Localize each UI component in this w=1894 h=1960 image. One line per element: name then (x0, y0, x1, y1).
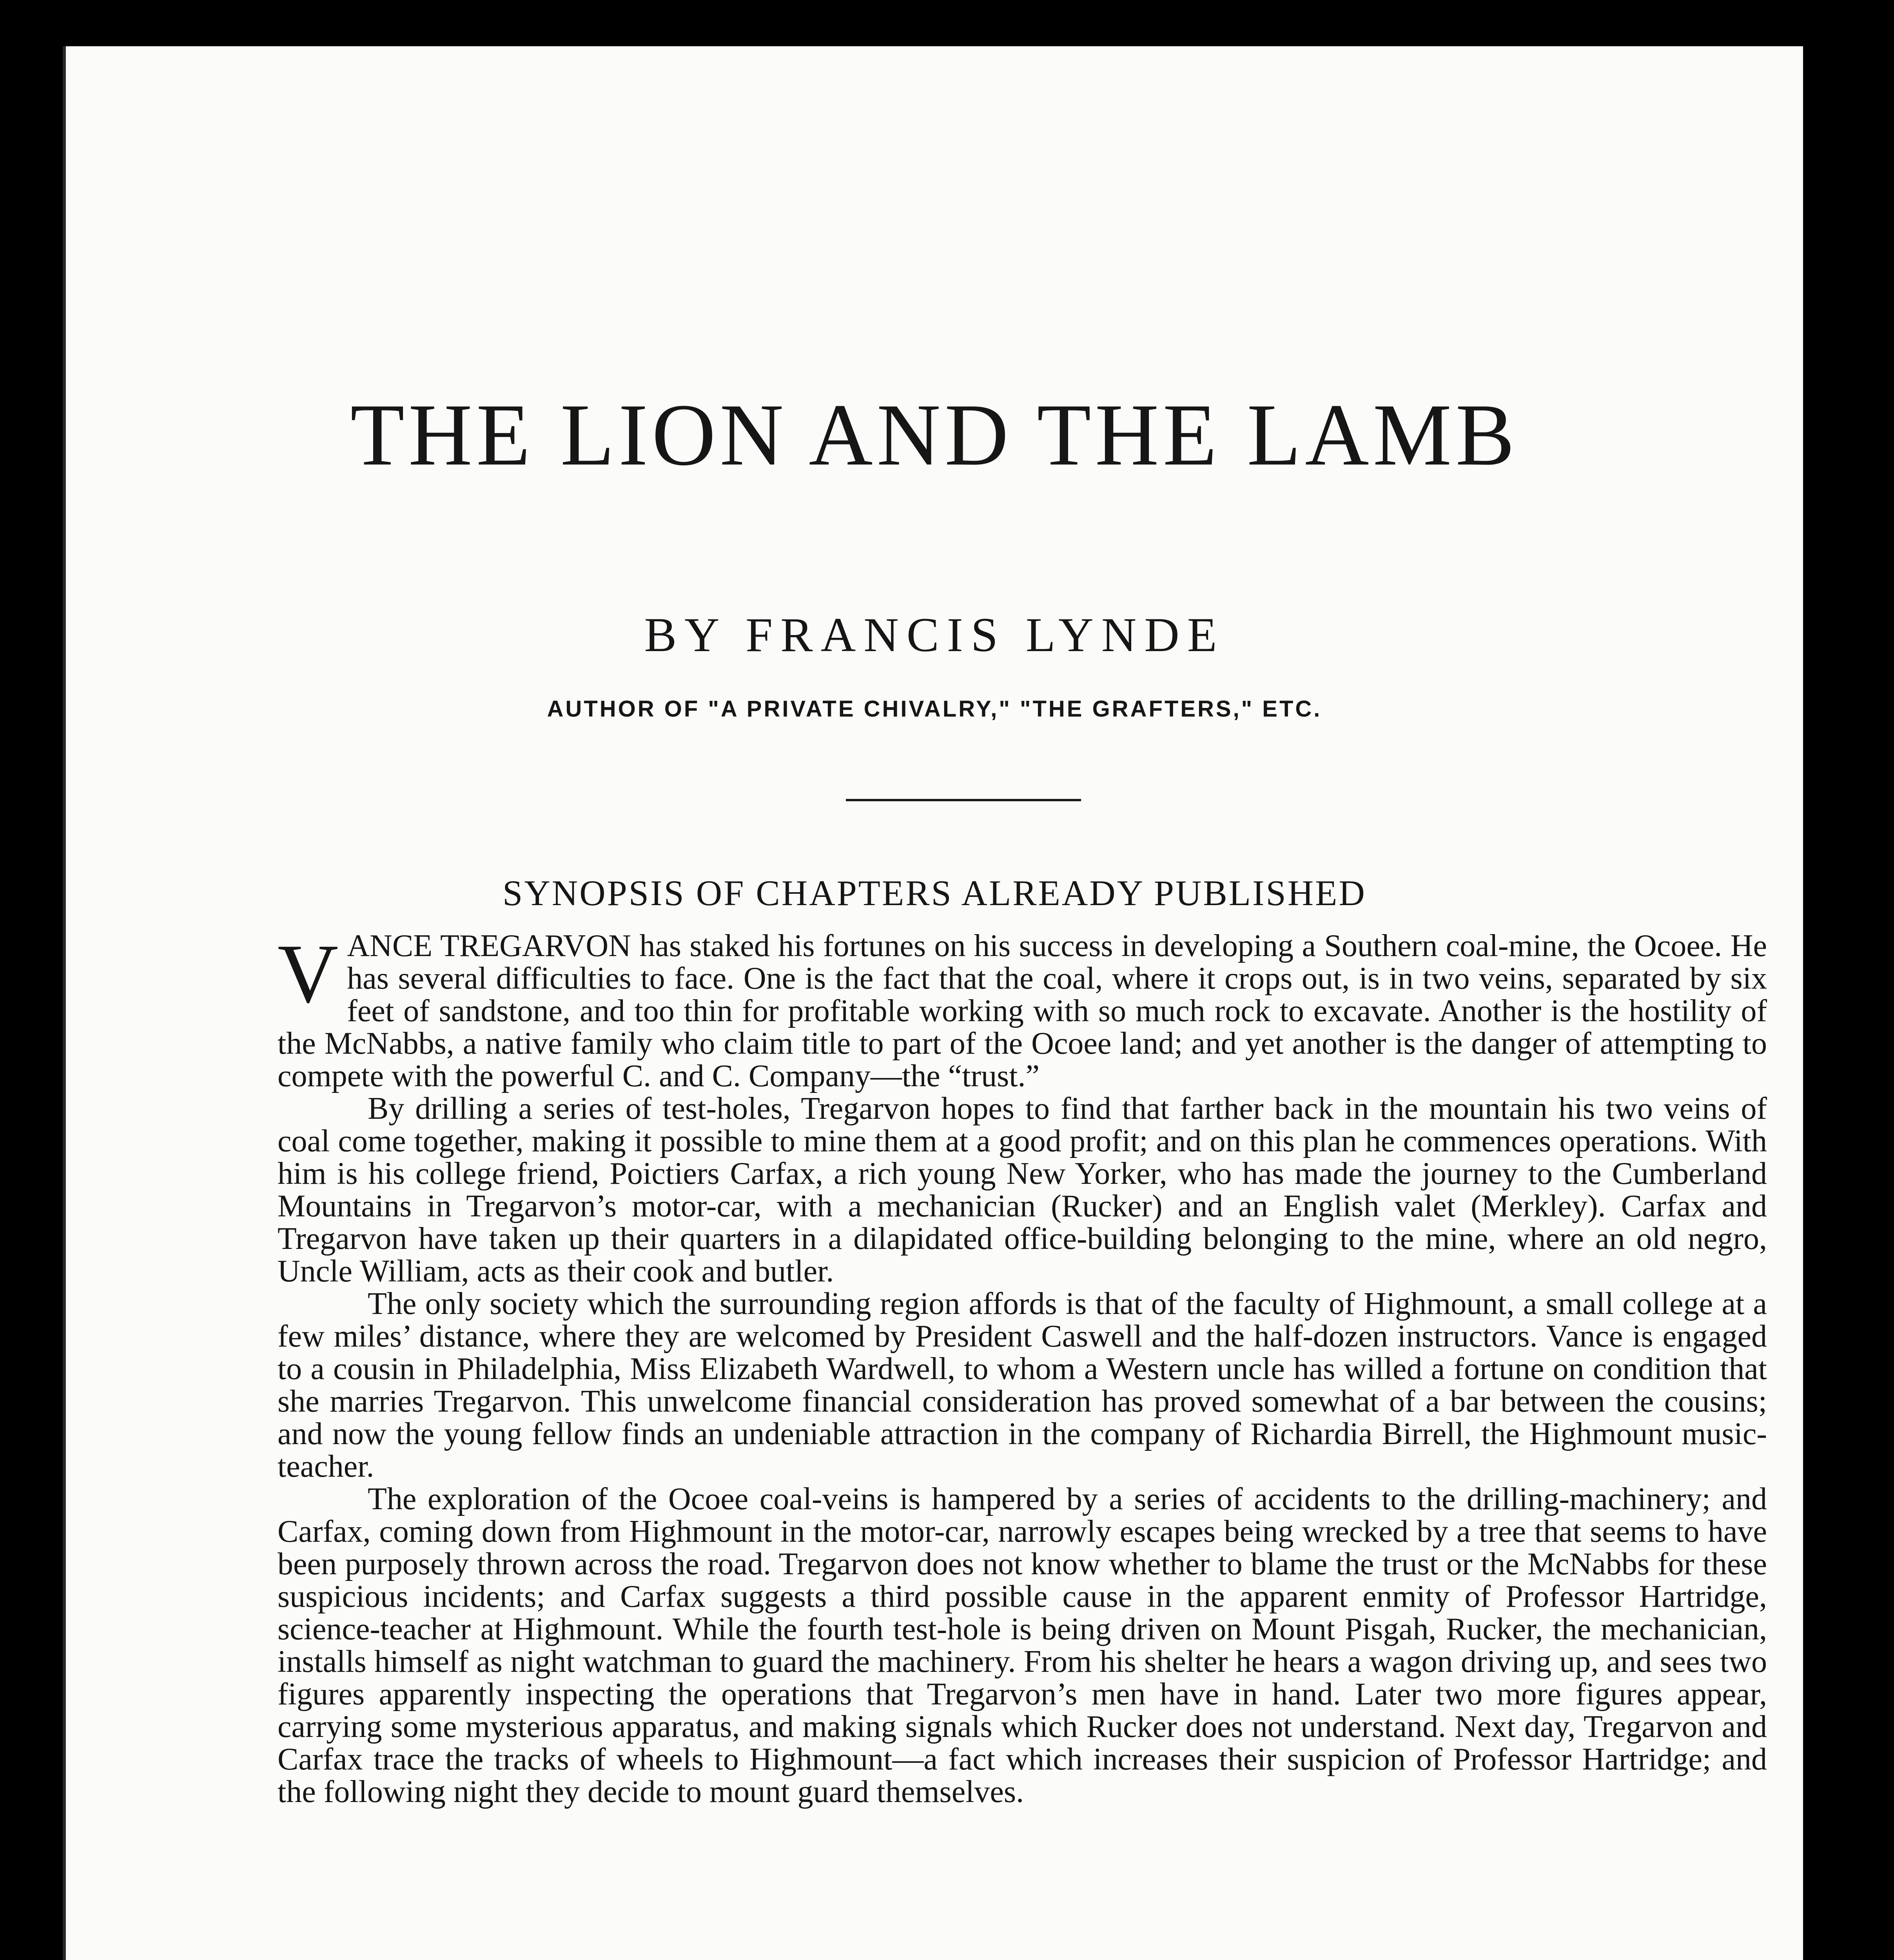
section-divider (846, 799, 1081, 801)
author-byline: BY FRANCIS LYNDE (644, 608, 1225, 662)
author-credits: AUTHOR OF "A PRIVATE CHIVALRY," "THE GRAFTERS," ETC. (547, 696, 1322, 722)
synopsis-paragraph: By drilling a series of test-holes, Tregarvon hopes to find that farther back in the mountain his two veins of coal come together, making it possible to mine them at a good profit; and on this plan he commences operations. With him is his college friend, Poictiers Carfax, a rich young New Yorker, who has made the journey to the Cumberland Mountains in Tregarvon’s motor-car, with a mechanician (Rucker) and an English valet (Merkley). Carfax and Tregarvon have taken up their quarters in a dilapidated office-building belonging to the mine, where an old negro, Uncle William, acts as their cook and butler. (278, 1091, 1767, 1289)
synopsis-paragraph (278, 927, 1767, 1093)
magazine-page (63, 46, 1803, 1960)
synopsis-paragraph: The exploration of the Ocoee coal-veins is hampered by a series of accidents to the drilling-machinery; and Carfax, coming down from Highmount in the motor-car, narrowly escapes being wrecked by a tree that seems to have been purposely thrown across the road. Tregarvon does not know whether to blame the trust or the McNabbs for these suspicious incidents; and Carfax suggests a third possible cause in the apparent enmity of Professor Hartridge, science-teacher at Highmount. While the fourth test-hole is being driven on Mount Pisgah, Rucker, the mechanician, installs himself as night watchman to guard the machinery. From his shelter he hears a wagon driving up, and sees two figures apparently inspecting the operations that Tregarvon’s men have in hand. Later two more figures appear, carrying some mysterious apparatus, and making signals which Rucker does not understand. Next day, Tregarvon and Carfax trace the tracks of wheels to Highmount—a fact which increases their suspicion of Professor Hartridge; and the following night they decide to mount guard themselves. (278, 1482, 1767, 1809)
drop-cap: V (278, 927, 339, 1020)
synopsis-paragraph: The only society which the surrounding region affords is that of the faculty of Highmount, a small college at a few miles’ distance, where they are welcomed by President Caswell and the half-dozen instructors. Vance is engaged to a cousin in Philadelphia, Miss Elizabeth Wardwell, to whom a Western uncle has willed a fortune on condition that she marries Tregarvon. This unwelcome financial consideration has proved somewhat of a bar between the cousins; and now the young fellow finds an undeniable attraction in the company of Richardia Birrell, the Highmount music-teacher. (278, 1287, 1767, 1484)
paragraph-text: ANCE TREGARVON has staked his fortunes on his success in developing a Southern coal-mine, the Ocoee. He has several difficulties to face. One is the fact that the coal, where it crops out, is in two veins, separated by six feet of sandstone, and too thin for profitable working with so much rock to excavate. Another is the hostility of the McNabbs, a native family who claim title to part of the Ocoee land; and yet another is the danger of attempting to compete with the powerful C. and C. Company—the “trust.” (278, 929, 1767, 1093)
synopsis-text (278, 927, 1767, 1809)
synopsis-heading: SYNOPSIS OF CHAPTERS ALREADY PUBLISHED (503, 873, 1366, 913)
article-title: THE LION AND THE LAMB (350, 386, 1519, 484)
